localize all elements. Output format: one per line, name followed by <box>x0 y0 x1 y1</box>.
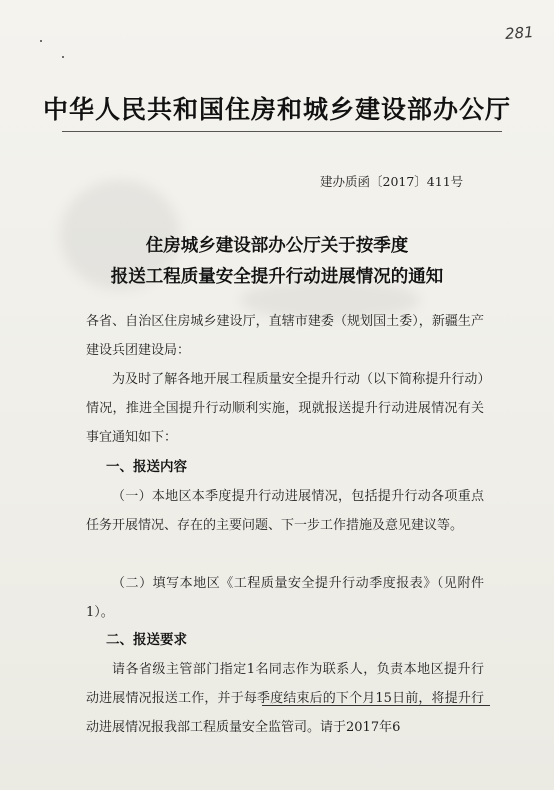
section-2-paragraph: 请各省级主管部门指定1名同志作为联系人，负责本地区提升行动进展情况报送工作，并于每季度结束后的下个月15日前，将提升行动进展情况报我部工程质量安全监管司。请于2017年6 <box>86 662 484 735</box>
scan-speck <box>40 40 42 42</box>
section-1-heading: 一、报送内容 <box>106 459 187 475</box>
document-number: 建办质函〔2017〕411号 <box>320 174 464 189</box>
notice-title-line-2: 报送工程质量安全提升行动进展情况的通知 <box>110 267 444 287</box>
intro-paragraph: 为及时了解各地开展工程质量安全提升行动（以下简称提升行动）情况，推进全国提升行动顺利实施，现就报送提升行动进展情况有关事宜通知如下： <box>86 372 484 445</box>
scan-speck <box>62 56 64 58</box>
issuing-agency-header: 中华人民共和国住房和城乡建设部办公厅 <box>42 95 511 124</box>
handwritten-page-number: 281 <box>504 23 535 43</box>
section-2-heading: 二、报送要求 <box>106 632 187 648</box>
handwritten-underline <box>262 705 490 706</box>
section-1-item-1: （一）本地区本季度提升行动进展情况，包括提升行动各项重点任务开展情况、存在的主要问题、下一步工作措施及意见建议等。 <box>86 489 484 533</box>
header-divider <box>62 131 502 132</box>
notice-title-line-1: 住房城乡建设部办公厅关于按季度 <box>145 236 409 256</box>
addressees-paragraph: 各省、自治区住房城乡建设厅，直辖市建委（规划国土委），新疆生产建设兵团建设局： <box>86 314 484 358</box>
section-1-item-2: （二）填写本地区《工程质量安全提升行动季度报表》（见附件1）。 <box>86 576 484 620</box>
